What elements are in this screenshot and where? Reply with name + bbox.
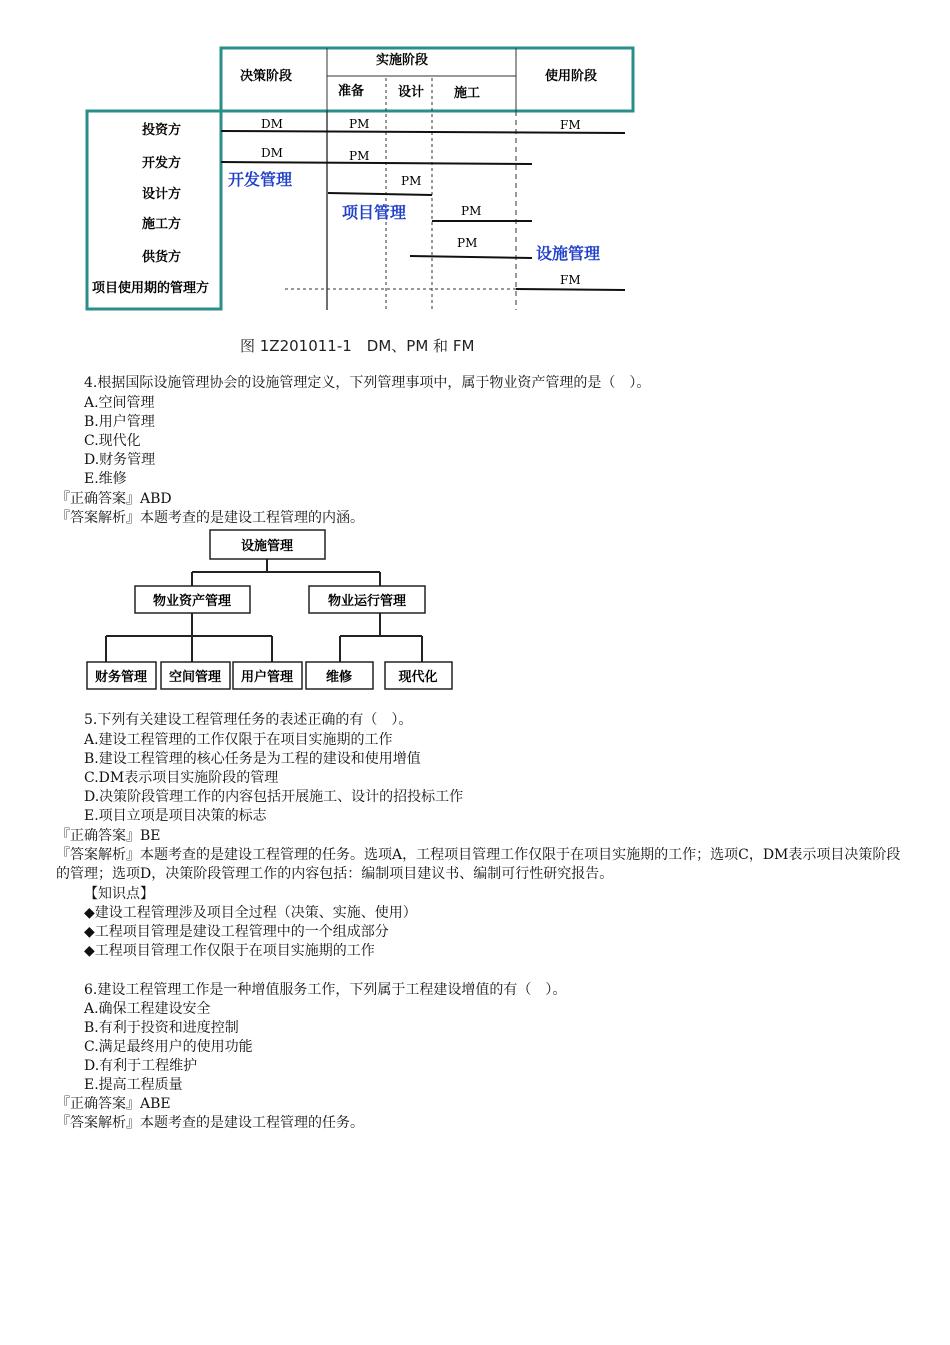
- q5-answer: 『正确答案』BE: [56, 828, 161, 844]
- dm-pm-fm-diagram: [80, 40, 650, 330]
- q5-option-c: C.DM表示项目实施阶段的管理: [84, 770, 279, 786]
- node-asset-management: 物业资产管理: [152, 594, 232, 609]
- tag-fm-investor: FM: [560, 118, 581, 132]
- figure1-caption: 图 1Z201011-1 DM、PM 和 FM: [240, 337, 475, 355]
- q5-knowledge-2: ◆工程项目管理是建设工程管理中的一个组成部分: [84, 924, 389, 940]
- q4-option-e: E.维修: [84, 471, 127, 487]
- q6-analysis: 『答案解析』本题考查的是建设工程管理的任务。: [56, 1115, 364, 1131]
- overlay-project-management: 项目管理: [342, 203, 407, 222]
- overlay-development-management: 开发管理: [228, 170, 293, 189]
- leaf-space: 空间管理: [168, 670, 222, 685]
- q6-option-b: B.有利于投资和进度控制: [84, 1020, 239, 1036]
- q4-option-b: B.用户管理: [84, 414, 155, 430]
- party-designer: 设计方: [142, 187, 182, 202]
- q5-analysis: 『答案解析』本题考查的是建设工程管理的任务。选项A，工程项目管理工作仅限于在项目实施期的工作；选项C，DM表示项目决策阶段的管理；选项D，决策阶段管理工作的内容包括：编制项目建议书、编制可行性研究报告。: [56, 847, 901, 882]
- q4-analysis: 『答案解析』本题考查的是建设工程管理的内涵。: [56, 510, 364, 526]
- q4-option-a: A.空间管理: [84, 395, 155, 411]
- facility-management-tree: [84, 528, 459, 693]
- party-developer: 开发方: [142, 156, 182, 171]
- party-contractor: 施工方: [142, 217, 182, 232]
- q5-knowledge-3: ◆工程项目管理工作仅限于在项目实施期的工作: [84, 943, 375, 959]
- party-column-frame: [87, 111, 221, 309]
- leaf-user: 用户管理: [240, 670, 294, 685]
- q6-option-e: E.提高工程质量: [84, 1077, 183, 1093]
- header-construction: 施工: [454, 86, 481, 101]
- q4-answer: 『正确答案』ABD: [56, 491, 172, 507]
- q6-option-d: D.有利于工程维护: [84, 1058, 198, 1074]
- supplier-line: [410, 256, 532, 258]
- header-implementation: 实施阶段: [376, 53, 429, 68]
- q4-option-c: C.现代化: [84, 433, 141, 449]
- header-usage: 使用阶段: [545, 69, 598, 84]
- header-decision: 决策阶段: [240, 69, 293, 84]
- q5-option-e: E.项目立项是项目决策的标志: [84, 808, 267, 824]
- overlay-facility-management: 设施管理: [536, 244, 601, 263]
- q6-answer: 『正确答案』ABE: [56, 1096, 171, 1112]
- tag-pm-developer: PM: [349, 149, 370, 163]
- q5-knowledge-1: ◆建设工程管理涉及项目全过程（决策、实施、使用）: [84, 905, 417, 921]
- q5-option-a: A.建设工程管理的工作仅限于在项目实施期的工作: [84, 732, 393, 748]
- leaf-finance: 财务管理: [94, 670, 148, 685]
- q5-option-b: B.建设工程管理的核心任务是为工程的建设和使用增值: [84, 751, 421, 767]
- q6-option-a: A.确保工程建设安全: [84, 1001, 211, 1017]
- leaf-maintenance: 维修: [325, 670, 353, 685]
- q5-option-d: D.决策阶段管理工作的内容包括开展施工、设计的招投标工作: [84, 789, 464, 805]
- tag-pm-supplier: PM: [457, 236, 478, 250]
- tag-pm-designer: PM: [401, 174, 422, 188]
- q4-option-d: D.财务管理: [84, 452, 156, 468]
- tag-dm-developer: DM: [261, 146, 283, 160]
- tag-fm-operator: FM: [560, 273, 581, 287]
- tag-dm-investor: DM: [261, 117, 283, 131]
- q6-question: 6.建设工程管理工作是一种增值服务工作，下列属于工程建设增值的有（ ）。: [84, 982, 567, 998]
- party-investor: 投资方: [142, 123, 182, 138]
- developer-line: [221, 162, 532, 164]
- node-root: 设施管理: [240, 539, 294, 554]
- node-operation-management: 物业运行管理: [327, 594, 407, 609]
- q4-question: 4.根据国际设施管理协会的设施管理定义，下列管理事项中，属于物业资产管理的是（ ）。: [84, 375, 651, 391]
- q5-knowledge-title: 【知识点】: [84, 886, 154, 902]
- leaf-modernization: 现代化: [398, 670, 438, 685]
- designer-line: [328, 193, 432, 195]
- party-supplier: 供货方: [142, 250, 182, 265]
- header-prep: 准备: [338, 84, 365, 99]
- operator-line: [516, 289, 625, 290]
- tag-pm-investor: PM: [349, 117, 370, 131]
- party-operator: 项目使用期的管理方: [92, 281, 210, 296]
- tag-pm-contractor: PM: [461, 204, 482, 218]
- header-design: 设计: [398, 85, 425, 100]
- q5-question: 5.下列有关建设工程管理任务的表述正确的有（ ）。: [84, 712, 413, 728]
- q6-option-c: C.满足最终用户的使用功能: [84, 1039, 253, 1055]
